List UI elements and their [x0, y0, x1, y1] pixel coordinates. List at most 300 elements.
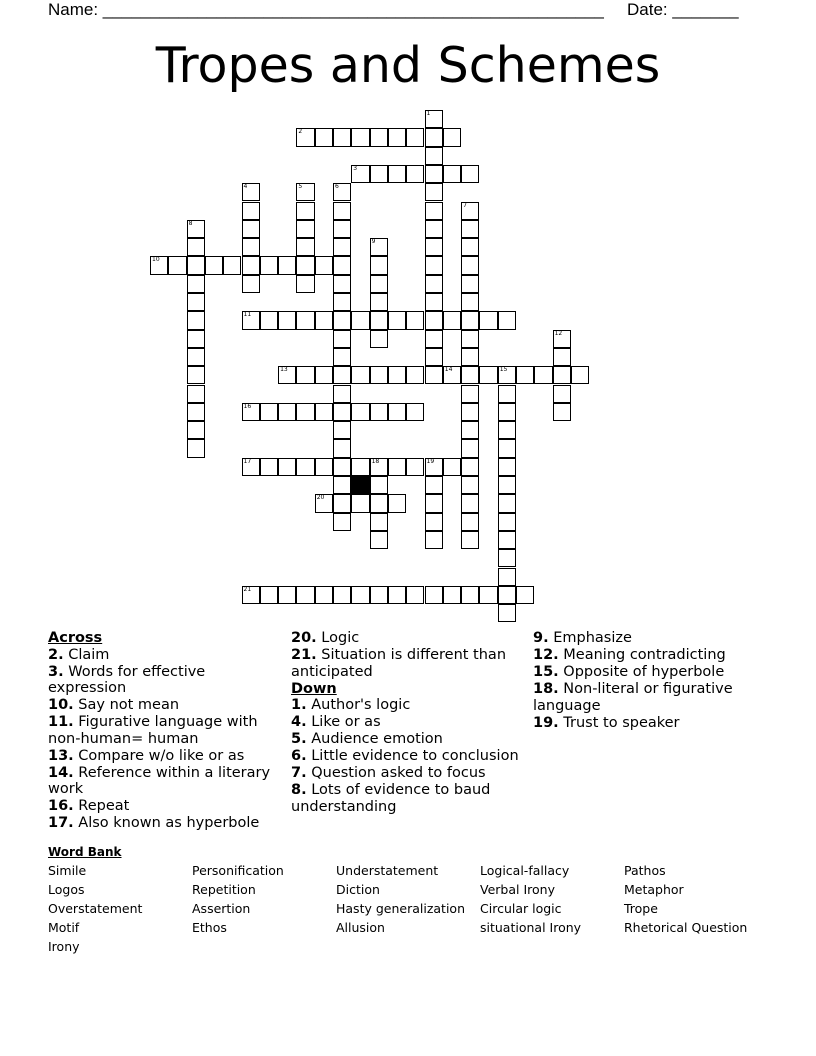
grid-cell[interactable]	[278, 403, 296, 421]
clue-text: Lots of evidence to baud understanding	[291, 782, 491, 815]
grid-cell[interactable]	[150, 256, 168, 274]
grid-cell[interactable]	[315, 403, 333, 421]
grid-cell[interactable]	[425, 330, 443, 348]
grid-cell[interactable]	[370, 494, 388, 512]
grid-cell[interactable]	[425, 202, 443, 220]
grid-cell[interactable]	[315, 458, 333, 476]
grid-cell[interactable]	[461, 476, 479, 494]
cell-number: 16	[243, 402, 252, 410]
clue	[48, 748, 283, 765]
cell-number: 8	[188, 219, 193, 227]
grid-cell[interactable]	[333, 439, 351, 457]
clue-number: 7.	[291, 765, 307, 781]
grid-cell[interactable]	[370, 256, 388, 274]
grid-cell[interactable]	[242, 275, 260, 293]
grid-cell[interactable]	[333, 256, 351, 274]
grid-cell[interactable]	[333, 494, 351, 512]
clue-text: Opposite of hyperbole	[558, 664, 725, 680]
grid-cell[interactable]	[351, 586, 369, 604]
grid-cell[interactable]	[315, 311, 333, 329]
grid-cell[interactable]	[296, 220, 314, 238]
clue-text: Say not mean	[73, 697, 180, 713]
grid-cell[interactable]	[425, 366, 443, 384]
grid-cell[interactable]	[296, 238, 314, 256]
grid-cell[interactable]	[187, 311, 205, 329]
grid-cell[interactable]	[370, 275, 388, 293]
clues-column-1	[48, 630, 283, 832]
grid-cell[interactable]	[479, 586, 497, 604]
grid-cell[interactable]	[425, 128, 443, 146]
cell-number: 10	[152, 256, 160, 264]
grid-cell[interactable]	[333, 293, 351, 311]
down-clue-list	[291, 697, 526, 815]
grid-cell[interactable]	[296, 458, 314, 476]
cell-number: 14	[444, 366, 453, 374]
grid-cell[interactable]	[516, 366, 534, 384]
grid-cell[interactable]	[242, 586, 260, 604]
grid-cell[interactable]	[187, 238, 205, 256]
word-bank-word: Logos	[48, 882, 85, 897]
grid-cell[interactable]	[461, 531, 479, 549]
grid-cell[interactable]	[461, 421, 479, 439]
clue-number: 5.	[291, 731, 307, 747]
grid-cell[interactable]	[260, 403, 278, 421]
grid-cell[interactable]	[333, 128, 351, 146]
grid-cell[interactable]	[461, 494, 479, 512]
down-clue-list-continued	[533, 630, 768, 731]
word-bank-column	[480, 861, 581, 937]
grid-cell[interactable]	[498, 531, 516, 549]
grid-cell[interactable]	[443, 586, 461, 604]
word-bank-word: Personification	[192, 863, 284, 878]
across-heading: Across	[48, 630, 103, 646]
clue	[533, 681, 768, 714]
cell-number: 18	[371, 457, 380, 465]
grid-cell[interactable]	[351, 128, 369, 146]
grid-cell[interactable]	[187, 421, 205, 439]
grid-cell[interactable]	[242, 202, 260, 220]
grid-cell[interactable]	[461, 220, 479, 238]
word-bank-word: Motif	[48, 920, 80, 935]
grid-cell[interactable]	[388, 494, 406, 512]
clue	[291, 765, 526, 782]
grid-cell[interactable]	[333, 403, 351, 421]
clue-text: Audience emotion	[306, 731, 443, 747]
grid-cell[interactable]	[461, 202, 479, 220]
cell-number: 11	[243, 311, 252, 319]
grid-cell[interactable]	[278, 256, 296, 274]
grid-cell[interactable]	[406, 586, 424, 604]
grid-cell[interactable]	[296, 256, 314, 274]
grid-cell[interactable]	[296, 275, 314, 293]
grid-cell[interactable]	[498, 385, 516, 403]
grid-cell[interactable]	[461, 385, 479, 403]
grid-cell[interactable]	[498, 586, 516, 604]
grid-cell[interactable]	[351, 403, 369, 421]
clue	[291, 647, 526, 680]
clue-text: Compare w/o like or as	[73, 747, 245, 764]
clue-number: 16.	[48, 798, 74, 814]
clue	[533, 630, 768, 647]
grid-cell[interactable]	[333, 275, 351, 293]
clue-text: Claim	[63, 646, 110, 663]
grid-cell[interactable]	[187, 366, 205, 384]
grid-cell[interactable]	[260, 458, 278, 476]
clue-number: 18.	[533, 681, 559, 697]
grid-cell[interactable]	[498, 513, 516, 531]
grid-cell[interactable]	[425, 275, 443, 293]
grid-cell[interactable]	[370, 366, 388, 384]
grid-cell[interactable]	[260, 311, 278, 329]
grid-cell[interactable]	[443, 128, 461, 146]
grid-cell[interactable]	[242, 256, 260, 274]
cell-number: 20	[316, 494, 325, 502]
cell-number: 7	[463, 201, 467, 209]
cell-number: 15	[499, 366, 508, 374]
clue-number: 13.	[48, 747, 74, 764]
grid-cell[interactable]	[296, 128, 314, 146]
clue-text: Non-literal or figurative language	[533, 681, 733, 714]
grid-cell[interactable]	[461, 165, 479, 183]
grid-cell[interactable]	[498, 366, 516, 384]
grid-cell[interactable]	[461, 458, 479, 476]
clue-number: 17.	[48, 815, 74, 831]
grid-cell[interactable]	[406, 458, 424, 476]
grid-cell[interactable]	[461, 366, 479, 384]
clue-number: 12.	[533, 647, 559, 663]
grid-cell[interactable]	[333, 183, 351, 201]
word-bank-word: Diction	[336, 882, 380, 897]
clue-text: Question asked to focus	[306, 765, 486, 781]
grid-cell[interactable]	[425, 256, 443, 274]
grid-cell[interactable]	[296, 202, 314, 220]
grid-cell[interactable]	[388, 403, 406, 421]
grid-cell[interactable]	[553, 348, 571, 366]
grid-cell[interactable]	[242, 220, 260, 238]
grid-cell[interactable]	[278, 311, 296, 329]
clues-column-3	[533, 630, 768, 732]
grid-cell[interactable]	[242, 311, 260, 329]
grid-cell[interactable]	[242, 458, 260, 476]
grid-cell[interactable]	[187, 330, 205, 348]
cell-number: 2	[298, 128, 303, 136]
grid-cell[interactable]	[498, 604, 516, 622]
grid-cell[interactable]	[296, 586, 314, 604]
grid-cell[interactable]	[187, 439, 205, 457]
grid-cell[interactable]	[370, 128, 388, 146]
grid-cell[interactable]	[571, 366, 589, 384]
clue-text: Repeat	[73, 798, 130, 814]
grid-cell[interactable]	[370, 513, 388, 531]
clue-number: 8.	[291, 782, 307, 798]
word-bank-word: Overstatement	[48, 901, 143, 916]
grid-cell[interactable]	[534, 366, 552, 384]
grid-cell[interactable]	[461, 311, 479, 329]
cell-number: 5	[298, 183, 303, 191]
grid-cell[interactable]	[296, 183, 314, 201]
clue-text: Reference within a literary work	[48, 764, 271, 797]
grid-cell[interactable]	[187, 403, 205, 421]
clue-number: 21.	[291, 647, 317, 663]
grid-cell[interactable]	[388, 165, 406, 183]
name-label: Name:	[48, 0, 103, 19]
word-bank-word: Pathos	[624, 863, 666, 878]
clue-text: Meaning contradicting	[558, 647, 726, 663]
clue-text: Emphasize	[548, 630, 632, 646]
grid-cell[interactable]	[242, 183, 260, 201]
clue	[291, 630, 526, 647]
word-bank-word: Logical-fallacy	[480, 863, 570, 878]
clue	[533, 647, 768, 664]
grid-cell[interactable]	[370, 476, 388, 494]
word-bank-word: Irony	[48, 939, 80, 954]
clue-number: 6.	[291, 748, 307, 764]
grid-cell[interactable]	[296, 366, 314, 384]
grid-cell[interactable]	[406, 403, 424, 421]
clue-number: 19.	[533, 714, 559, 731]
grid-cell[interactable]	[351, 494, 369, 512]
cell-number: 17	[243, 457, 252, 465]
grid-cell[interactable]	[461, 403, 479, 421]
word-bank-word: Repetition	[192, 882, 256, 897]
grid-cell[interactable]	[498, 549, 516, 567]
grid-cell[interactable]	[461, 330, 479, 348]
down-heading: Down	[291, 680, 337, 697]
grid-cell[interactable]	[425, 183, 443, 201]
grid-cell[interactable]	[333, 220, 351, 238]
grid-cell[interactable]	[406, 128, 424, 146]
page-title: Tropes and Schemes	[155, 37, 661, 94]
grid-cell[interactable]	[461, 348, 479, 366]
grid-cell[interactable]	[425, 458, 443, 476]
grid-cell[interactable]	[388, 586, 406, 604]
grid-cell[interactable]	[425, 238, 443, 256]
grid-cell[interactable]	[333, 476, 351, 494]
grid-cell[interactable]	[425, 513, 443, 531]
cell-number: 3	[353, 164, 358, 172]
grid-cell[interactable]	[333, 238, 351, 256]
grid-cell[interactable]	[333, 458, 351, 476]
grid-cell[interactable]	[498, 568, 516, 586]
clue	[48, 697, 283, 714]
grid-cell[interactable]	[315, 366, 333, 384]
grid-cell[interactable]	[425, 586, 443, 604]
grid-cell[interactable]	[425, 531, 443, 549]
grid-cell[interactable]	[333, 385, 351, 403]
clue-number: 1.	[291, 697, 307, 713]
grid-cell[interactable]	[425, 348, 443, 366]
grid-cell[interactable]	[351, 165, 369, 183]
grid-cell[interactable]	[498, 421, 516, 439]
clue	[291, 731, 526, 748]
clues-column-2	[291, 630, 526, 816]
clue-number: 14.	[48, 764, 74, 781]
grid-cell[interactable]	[388, 458, 406, 476]
clue-number: 9.	[533, 630, 549, 646]
grid-cell[interactable]	[296, 311, 314, 329]
grid-cell[interactable]	[370, 458, 388, 476]
date-label: Date:	[627, 0, 673, 19]
grid-cell[interactable]	[187, 293, 205, 311]
cell-number: 19	[426, 457, 435, 465]
grid-cell[interactable]	[425, 311, 443, 329]
clue-number: 10.	[48, 697, 74, 713]
grid-cell[interactable]	[187, 275, 205, 293]
cell-number: 13	[280, 366, 288, 374]
clue	[48, 815, 283, 832]
grid-cell[interactable]	[425, 110, 443, 128]
clue-text: Logic	[316, 630, 360, 646]
grid-cell[interactable]	[260, 256, 278, 274]
clue	[291, 714, 526, 731]
grid-cell[interactable]	[461, 238, 479, 256]
grid-cell[interactable]	[498, 439, 516, 457]
grid-cell[interactable]	[333, 513, 351, 531]
grid-cell[interactable]	[461, 513, 479, 531]
grid-cell[interactable]	[553, 403, 571, 421]
clue	[48, 798, 283, 815]
cell-number: 21	[243, 585, 252, 593]
grid-cell[interactable]	[425, 165, 443, 183]
grid-cell[interactable]	[278, 366, 296, 384]
grid-cell[interactable]	[406, 165, 424, 183]
grid-cell[interactable]	[425, 494, 443, 512]
clue	[48, 647, 283, 664]
clue	[291, 697, 526, 714]
grid-cell[interactable]	[461, 256, 479, 274]
grid-cell[interactable]	[370, 586, 388, 604]
grid-cell[interactable]	[425, 476, 443, 494]
grid-cell[interactable]	[351, 366, 369, 384]
clue	[533, 664, 768, 681]
clue	[533, 715, 768, 732]
grid-cell-black	[351, 476, 369, 494]
grid-cell[interactable]	[370, 531, 388, 549]
word-bank-word: Hasty generalization	[336, 901, 465, 916]
grid-cell[interactable]	[187, 220, 205, 238]
grid-cell[interactable]	[461, 293, 479, 311]
grid-cell[interactable]	[187, 385, 205, 403]
across-clue-list-continued	[291, 630, 526, 680]
grid-cell[interactable]	[370, 165, 388, 183]
grid-cell[interactable]	[388, 311, 406, 329]
grid-cell[interactable]	[333, 202, 351, 220]
grid-cell[interactable]	[333, 348, 351, 366]
clue	[48, 765, 283, 798]
clue-text: Also known as hyperbole	[73, 815, 260, 831]
grid-cell[interactable]	[461, 275, 479, 293]
grid-cell[interactable]	[260, 586, 278, 604]
grid-cell[interactable]	[370, 403, 388, 421]
grid-cell[interactable]	[278, 586, 296, 604]
grid-cell[interactable]	[370, 293, 388, 311]
grid-cell[interactable]	[553, 366, 571, 384]
grid-cell[interactable]	[333, 330, 351, 348]
grid-cell[interactable]	[516, 586, 534, 604]
grid-cell[interactable]	[388, 128, 406, 146]
grid-cell[interactable]	[443, 311, 461, 329]
grid-cell[interactable]	[498, 311, 516, 329]
grid-cell[interactable]	[333, 311, 351, 329]
grid-cell[interactable]	[333, 366, 351, 384]
grid-cell[interactable]	[443, 366, 461, 384]
clue-text: Words for effective expression	[48, 663, 206, 696]
word-bank-column	[336, 861, 465, 937]
grid-cell[interactable]	[498, 458, 516, 476]
grid-cell[interactable]	[278, 458, 296, 476]
word-bank-word: situational Irony	[480, 920, 582, 935]
grid-cell[interactable]	[351, 311, 369, 329]
grid-cell[interactable]	[425, 147, 443, 165]
grid-cell[interactable]	[333, 586, 351, 604]
word-bank-word: Rhetorical Question	[624, 920, 748, 935]
grid-cell[interactable]	[425, 220, 443, 238]
grid-cell[interactable]	[315, 586, 333, 604]
grid-cell[interactable]	[406, 366, 424, 384]
grid-cell[interactable]	[479, 366, 497, 384]
grid-cell[interactable]	[370, 330, 388, 348]
grid-cell[interactable]	[461, 439, 479, 457]
clue-text: Situation is different than anticipated	[291, 647, 507, 680]
word-bank-column	[624, 861, 747, 937]
word-bank-word: Circular logic	[480, 901, 562, 916]
grid-cell[interactable]	[242, 403, 260, 421]
grid-cell[interactable]	[553, 330, 571, 348]
grid-cell[interactable]	[205, 256, 223, 274]
grid-cell[interactable]	[242, 238, 260, 256]
grid-cell[interactable]	[425, 293, 443, 311]
cell-number: 4	[243, 183, 248, 191]
word-bank-word: Assertion	[192, 901, 251, 916]
clue-text: Little evidence to conclusion	[306, 748, 519, 764]
grid-cell[interactable]	[333, 421, 351, 439]
grid-cell[interactable]	[315, 128, 333, 146]
clue-number: 4.	[291, 714, 307, 730]
grid-cell[interactable]	[315, 494, 333, 512]
grid-cell[interactable]	[443, 165, 461, 183]
grid-cell[interactable]	[187, 348, 205, 366]
grid-cell[interactable]	[443, 458, 461, 476]
grid-cell[interactable]	[223, 256, 241, 274]
grid-cell[interactable]	[315, 256, 333, 274]
clue-number: 11.	[48, 714, 74, 730]
grid-cell[interactable]	[498, 494, 516, 512]
word-bank-word: Understatement	[336, 863, 439, 878]
clue-number: 2.	[48, 646, 64, 663]
clue-text: Like or as	[306, 714, 381, 730]
grid-cell[interactable]	[168, 256, 186, 274]
word-bank-column	[48, 861, 142, 956]
grid-cell[interactable]	[388, 366, 406, 384]
grid-cell[interactable]	[370, 311, 388, 329]
cell-number: 1	[426, 110, 431, 117]
word-bank-word: Simile	[48, 863, 87, 878]
grid-cell[interactable]	[479, 311, 497, 329]
grid-cell[interactable]	[406, 311, 424, 329]
grid-cell[interactable]	[351, 458, 369, 476]
grid-cell[interactable]	[370, 238, 388, 256]
grid-cell[interactable]	[553, 385, 571, 403]
word-bank-word: Metaphor	[624, 882, 684, 897]
grid-cell[interactable]	[498, 403, 516, 421]
clue	[48, 714, 283, 747]
clue-text: Figurative language with non-human= human	[48, 714, 258, 747]
grid-cell[interactable]	[461, 586, 479, 604]
grid-cell[interactable]	[187, 256, 205, 274]
grid-cell[interactable]	[296, 403, 314, 421]
grid-cell[interactable]	[498, 476, 516, 494]
clue	[291, 748, 526, 765]
